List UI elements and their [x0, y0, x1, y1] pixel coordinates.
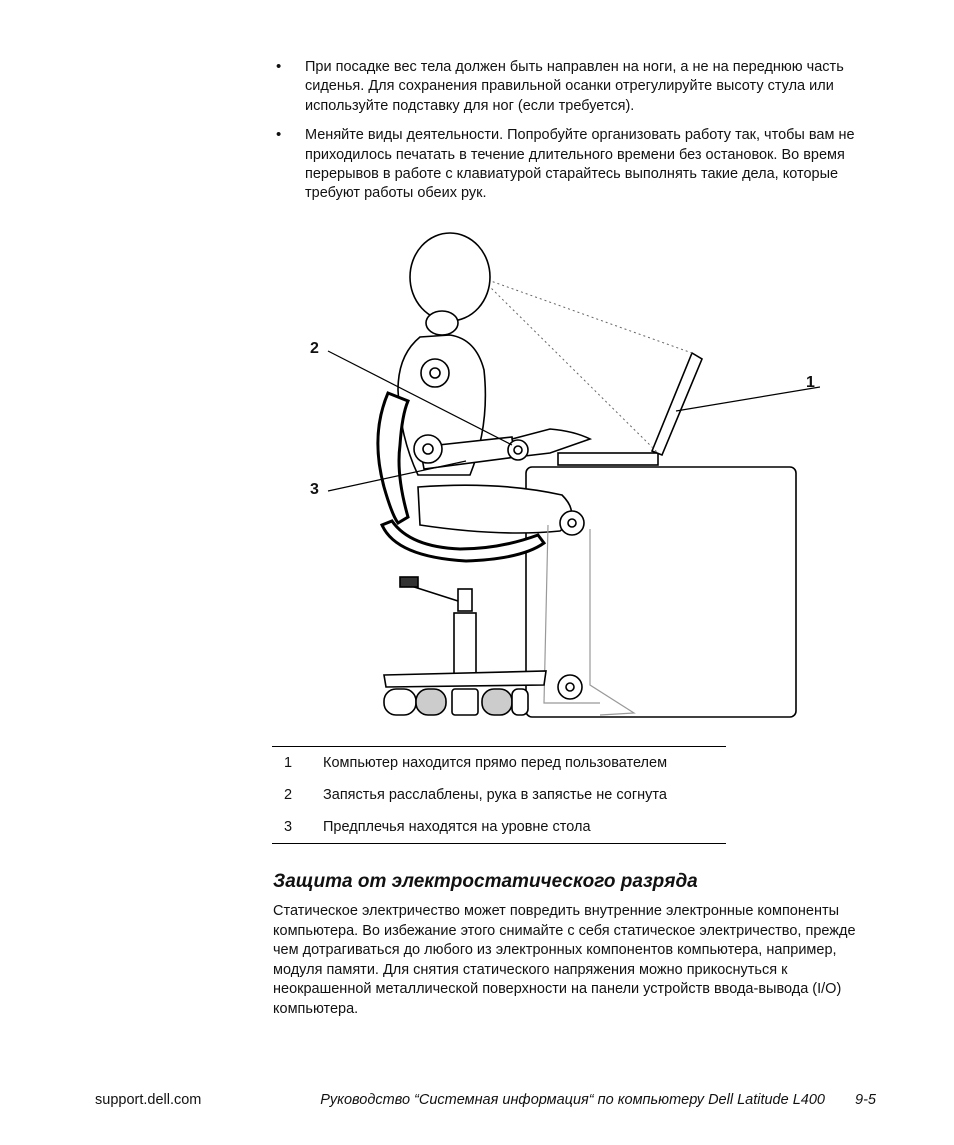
chair-wheels — [384, 689, 528, 715]
ergonomic-posture-figure — [300, 225, 820, 725]
chair-backrest — [378, 393, 408, 523]
legend-number: 1 — [284, 755, 293, 771]
bullet-item — [276, 58, 876, 116]
bullet-dot: • — [276, 58, 282, 75]
footer-guide — [320, 1092, 876, 1108]
laptop-screen — [652, 353, 702, 455]
footer-guide-title: Руководство “Системная информация“ по компьютеру Dell Latitude L400 — [320, 1092, 825, 1108]
legend-number: 3 — [284, 819, 293, 835]
callout-1: 1 — [806, 374, 815, 391]
callout-2: 2 — [310, 340, 319, 357]
bullet-text: При посадке вес тела должен быть направлен на ноги, а не на переднюю часть сиденья. Для сохранения правильной осанки отрегулируйте высоту стула или используйте подставку для ног (если требуется). — [305, 59, 844, 114]
legend-text: Компьютер находится прямо перед пользователем — [323, 755, 668, 771]
chair-base — [384, 671, 546, 687]
bullet-dot: • — [276, 126, 282, 144]
legend-row — [272, 811, 726, 843]
bullet-item — [276, 126, 876, 204]
bullet-list — [276, 58, 876, 214]
bullet-text: Меняйте виды деятельности. Попробуйте организовать работу так, чтобы вам не приходилось печатать в течение длительного времени без остановок. Во время перерывов в работе с клавиатурой старайтесь выполнять такие дела, которые требуют работы обеих рук. — [305, 127, 855, 202]
posture-illustration — [300, 225, 820, 725]
legend-number: 2 — [284, 787, 293, 803]
footer-site: support.dell.com — [95, 1092, 202, 1108]
section-body: Статическое электричество может повредить внутренние электронные компоненты компьютера. Во избежание этого снимайте с себя статическое электричество, прежде чем дотрагиваться до любого из электронных компонентов компьютера, например, модуля памяти. Для снятия статического напряжения можно прикоснуться к неокрашенной металлической поверхности на панели устройств ввода-вывода (I/O) компьютера. — [273, 903, 856, 1017]
neck — [426, 311, 458, 335]
legend-row — [272, 747, 726, 779]
chair-column — [458, 589, 472, 611]
figure-legend — [272, 746, 726, 844]
legend-text: Предплечья находятся на уровне стола — [323, 819, 591, 835]
footer-page-number: 9-5 — [855, 1092, 876, 1108]
head — [410, 233, 490, 321]
laptop-base — [558, 453, 658, 465]
legend-text: Запястья расслаблены, рука в запястье не согнута — [323, 787, 667, 803]
legend-row — [272, 779, 726, 811]
callout-3: 3 — [310, 481, 319, 498]
section-title: Защита от электростатического разряда — [273, 871, 698, 892]
chair-lever-handle — [400, 577, 418, 587]
